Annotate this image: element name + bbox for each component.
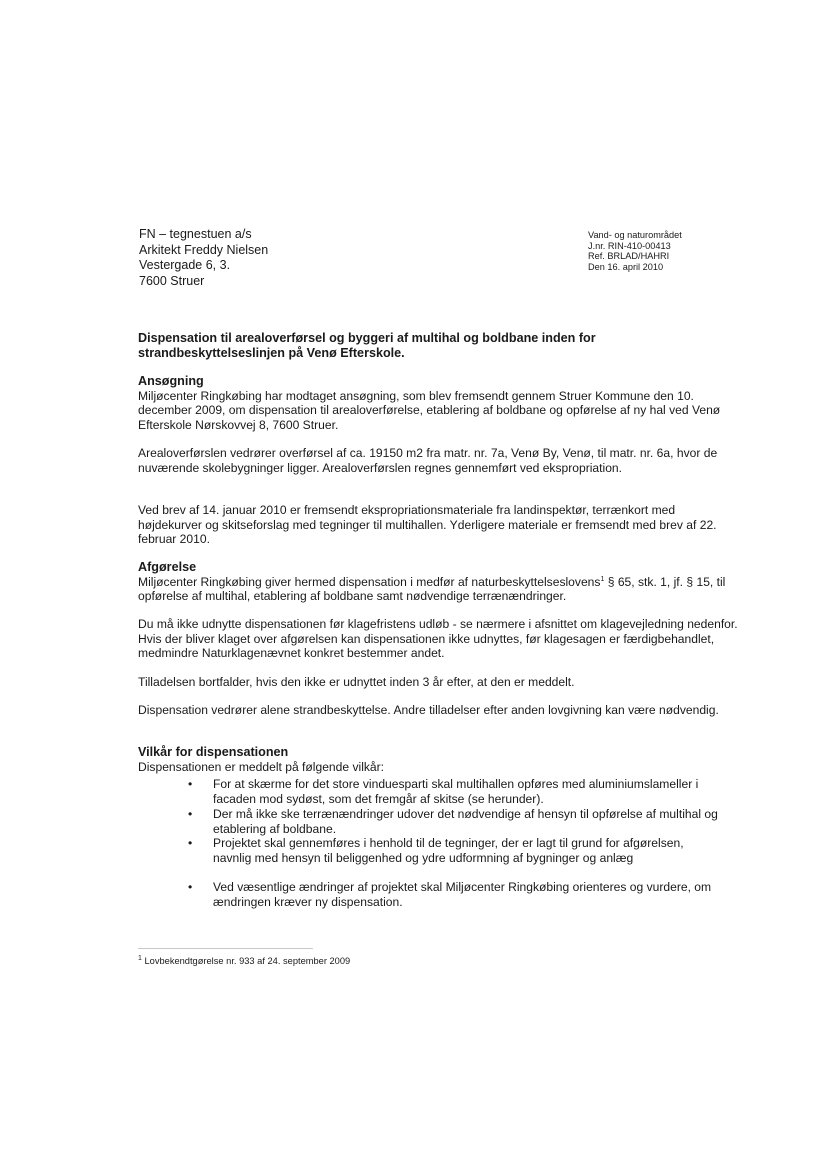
conditions-heading: Vilkår for dispensationen: [138, 745, 289, 759]
condition-text: Projektet skal gennemføres i henhold til de tegninger, der er lagt til grund for afgørelsen, navnlig med hensyn til beliggenhed og ydre udformning af bygninger og anlæg: [213, 836, 684, 865]
bullet-icon: •: [188, 777, 193, 791]
footnote-text: Lovbekendtgørelse nr. 933 af 24. september 2009: [141, 956, 351, 966]
application-paragraph-3: Ved brev af 14. januar 2010 er fremsendt ekspropriationsmateriale fra landinspektør, terrænkort med højdekurver og skitseforslag med tegninger til multihallen. Yderligere materiale er fremsendt med brev af 22. februar 2010.: [138, 503, 717, 547]
decision-heading: Afgørelse: [138, 560, 197, 574]
recipient-architect: Arkitekt Freddy Nielsen: [139, 242, 269, 257]
application-heading: Ansøgning: [138, 374, 204, 388]
decision-p1-after: § 65, stk. 1, jf. § 15, til opførelse af multihal, etablering af boldbane samt nødvendige terrænændringer.: [138, 574, 726, 604]
decision-paragraph-1: [138, 575, 738, 604]
letter-title: Dispensation til arealoverførsel og byggeri af multihal og boldbane inden for strandbeskyttelseslinjen på Venø Efterskole.: [138, 331, 596, 360]
footnote-number: 1: [138, 954, 142, 962]
footnote: [138, 955, 350, 967]
footnote-reference: 1: [600, 575, 605, 583]
decision-p1-before: Miljøcenter Ringkøbing giver hermed dispensation i medfør af naturbeskyttelseslovens: [138, 574, 601, 589]
condition-text: Ved væsentlige ændringer af projektet skal Miljøcenter Ringkøbing orienteres og vurdere, om ændringen kræver ny dispensation.: [213, 880, 712, 909]
bullet-icon: •: [188, 880, 193, 894]
recipient-street: Vestergade 6, 3.: [139, 258, 231, 272]
decision-paragraph-2: Du må ikke udnytte dispensationen før klagefristens udløb - se nærmere i afsnittet om klagevejledning nedenfor. Hvis der bliver klaget over afgørelsen kan dispensationen ikke udnyttes, før klagesagen er færdigbehandlet, medmindre Naturklagenævnet konkret bestemmer andet.: [138, 617, 738, 661]
reference-ref: Ref. BRLAD/HAHRI: [588, 251, 670, 262]
reference-block: [588, 230, 682, 273]
decision-paragraph-4: Dispensation vedrører alene strandbeskyttelse. Andre tilladelser efter anden lovgivning kan være nødvendig.: [138, 703, 719, 717]
decision-paragraph-3: Tilladelsen bortfalder, hvis den ikke er udnyttet inden 3 år efter, at den er meddelt.: [138, 675, 575, 689]
conditions-intro: Dispensationen er meddelt på følgende vilkår:: [138, 759, 385, 774]
recipient-address: [139, 227, 268, 289]
reference-date: Den 16. april 2010: [588, 262, 664, 273]
recipient-company: FN – tegnestuen a/s: [139, 227, 252, 241]
recipient-city: 7600 Struer: [139, 273, 205, 288]
decision-section: [138, 560, 738, 604]
reference-department: Vand- og naturområdet: [588, 230, 682, 240]
application-section: [138, 374, 738, 432]
bullet-icon: •: [188, 836, 193, 850]
application-paragraph-1: Miljøcenter Ringkøbing har modtaget ansøgning, som blev fremsendt gennem Struer Kommune den 10. december 2009, om dispensation til arealoverførelse, etablering af boldbane og opførelse af ny hal ved Venø Efterskole Nørskovvej 8, 7600 Struer.: [138, 388, 721, 432]
condition-text: Der må ikke ske terrænændringer udover det nødvendige af hensyn til opførelse af multihal og etablering af boldbane.: [213, 807, 718, 836]
bullet-icon: •: [188, 807, 193, 821]
footnote-separator: [138, 948, 313, 949]
conditions-section: [138, 745, 738, 774]
reference-jnr: J.nr. RIN-410-00413: [588, 240, 671, 251]
condition-text: For at skærme for det store vinduesparti skal multihallen opføres med aluminiumslameller i facaden mod sydøst, som det fremgår af skitse (se herunder).: [213, 777, 699, 806]
application-paragraph-2: Arealoverførslen vedrører overførsel af ca. 19150 m2 fra matr. nr. 7a, Venø By, Venø, til matr. nr. 6a, hvor de nuværende skolebygninger ligger. Arealoverførslen regnes gennemført ved ekspropriation.: [138, 446, 718, 475]
